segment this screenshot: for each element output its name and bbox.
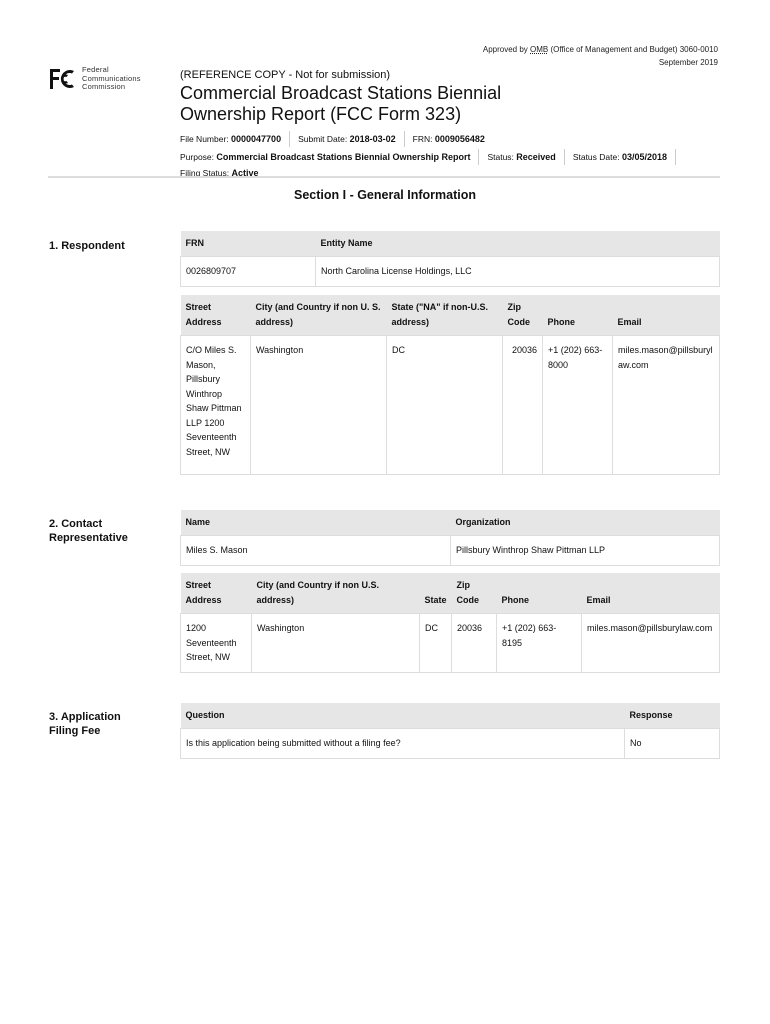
- question-header: Question: [181, 703, 625, 729]
- email-header: Email: [613, 295, 720, 336]
- approval-prefix: Approved by: [482, 45, 531, 54]
- contact-zip: 20036: [452, 614, 497, 673]
- agency-line-2: Communications: [82, 73, 141, 83]
- respondent-address-table: [180, 295, 720, 475]
- fee-response: No: [625, 729, 720, 759]
- contact-name: Miles S. Mason: [181, 536, 451, 566]
- title-line-1: Commercial Broadcast Stations Biennial: [180, 83, 502, 103]
- status-date: [573, 149, 676, 165]
- frn: [413, 131, 493, 147]
- zip-header: Zip Code: [452, 573, 497, 614]
- table-row: [181, 729, 720, 759]
- respondent-zip: 20036: [503, 336, 543, 475]
- file-number-value: 0000047700: [231, 134, 282, 144]
- respondent-phone: +1 (202) 663-8000: [543, 336, 613, 475]
- respondent-state: DC: [387, 336, 503, 475]
- respondent-entity-table: [180, 231, 720, 287]
- phone-header: Phone: [497, 573, 582, 614]
- purpose: [180, 149, 479, 165]
- page-title: [180, 83, 720, 125]
- contact-organization: Pillsbury Winthrop Shaw Pittman LLP: [451, 536, 720, 566]
- omb-abbr: OMB: [530, 45, 549, 54]
- filing-status: [180, 165, 267, 181]
- fee-label-line-1: 3. Application: [49, 711, 121, 723]
- file-number-label: File Number:: [180, 134, 232, 144]
- fee-label: [49, 710, 121, 738]
- phone-header: Phone: [543, 295, 613, 336]
- status-date-value: 03/05/2018: [621, 152, 667, 162]
- frn-label: FRN:: [412, 134, 435, 144]
- contact-address-table: [180, 573, 720, 673]
- respondent-street: C/O Miles S. Mason, Pillsbury Winthrop Shaw Pittman LLP 1200 Seventeenth Street, NW: [181, 336, 251, 475]
- table-row: [181, 336, 720, 475]
- status-value: Received: [516, 152, 556, 162]
- response-header: Response: [625, 703, 720, 729]
- title-line-2: Ownership Report (FCC Form 323): [180, 104, 462, 124]
- report-header: [180, 69, 720, 181]
- agency-line-3: Commission: [82, 82, 126, 91]
- name-header: Name: [181, 510, 451, 536]
- contact-street: 1200 Seventeenth Street, NW: [181, 614, 252, 673]
- contact-name-table: [180, 510, 720, 566]
- submit-date: [298, 131, 405, 147]
- city-header: City (and Country if non U.S. address): [252, 573, 420, 614]
- filing-status-value: Active: [231, 168, 259, 178]
- respondent-entity: North Carolina License Holdings, LLC: [316, 257, 720, 287]
- respondent-email: miles.mason@pillsburylaw.com: [613, 336, 720, 475]
- approval-suffix: (Office of Management and Budget) 3060-0010: [548, 45, 718, 54]
- street-header: Street Address: [181, 295, 251, 336]
- contact-phone: +1 (202) 663-8195: [497, 614, 582, 673]
- fee-label-line-2: Filing Fee: [49, 725, 101, 737]
- table-row: [181, 614, 720, 673]
- status-date-label: Status Date:: [572, 152, 622, 162]
- fcc-logo-icon: [48, 67, 76, 91]
- file-number: [180, 131, 290, 147]
- entity-header: Entity Name: [316, 231, 720, 257]
- frn-value: 0009056482: [434, 134, 485, 144]
- respondent-city: Washington: [251, 336, 387, 475]
- contact-label-line-2: Representative: [49, 532, 128, 544]
- fee-question: Is this application being submitted without a filing fee?: [181, 729, 625, 759]
- agency-line-1: Federal: [82, 65, 109, 74]
- purpose-label: Purpose:: [180, 152, 217, 162]
- email-header: Email: [582, 573, 720, 614]
- filing-meta-3: [180, 165, 720, 181]
- respondent-label: 1. Respondent: [49, 240, 125, 252]
- filing-status-label: Filing Status:: [180, 168, 232, 178]
- approval-date: September 2019: [658, 58, 718, 67]
- city-header: City (and Country if non U. S. address): [251, 295, 387, 336]
- table-row: [181, 257, 720, 287]
- section-title: Section I - General Information: [294, 188, 476, 202]
- contact-city: Washington: [252, 614, 420, 673]
- state-header: State: [420, 573, 452, 614]
- street-header: Street Address: [181, 573, 252, 614]
- table-row: [181, 536, 720, 566]
- filing-meta-2: [180, 149, 720, 165]
- status-label: Status:: [487, 152, 517, 162]
- zip-header: Zip Code: [503, 295, 543, 336]
- fcc-logo: [48, 66, 141, 92]
- reference-note: (REFERENCE COPY - Not for submission): [180, 69, 391, 81]
- filing-meta: [180, 131, 720, 147]
- respondent-frn: 0026809707: [181, 257, 316, 287]
- omb-approval: [483, 43, 718, 69]
- fee-table: [180, 703, 720, 759]
- frn-header: FRN: [181, 231, 316, 257]
- contact-label: [49, 517, 128, 545]
- purpose-value: Commercial Broadcast Stations Biennial Ownership Report: [216, 152, 471, 162]
- status: [487, 149, 564, 165]
- contact-email: miles.mason@pillsburylaw.com: [582, 614, 720, 673]
- submit-date-value: 2018-03-02: [349, 134, 396, 144]
- organization-header: Organization: [451, 510, 720, 536]
- contact-label-line-1: 2. Contact: [49, 518, 103, 530]
- submit-date-label: Submit Date:: [298, 134, 350, 144]
- state-header: State ("NA" if non-U.S. address): [387, 295, 503, 336]
- contact-state: DC: [420, 614, 452, 673]
- header-divider: [48, 176, 720, 178]
